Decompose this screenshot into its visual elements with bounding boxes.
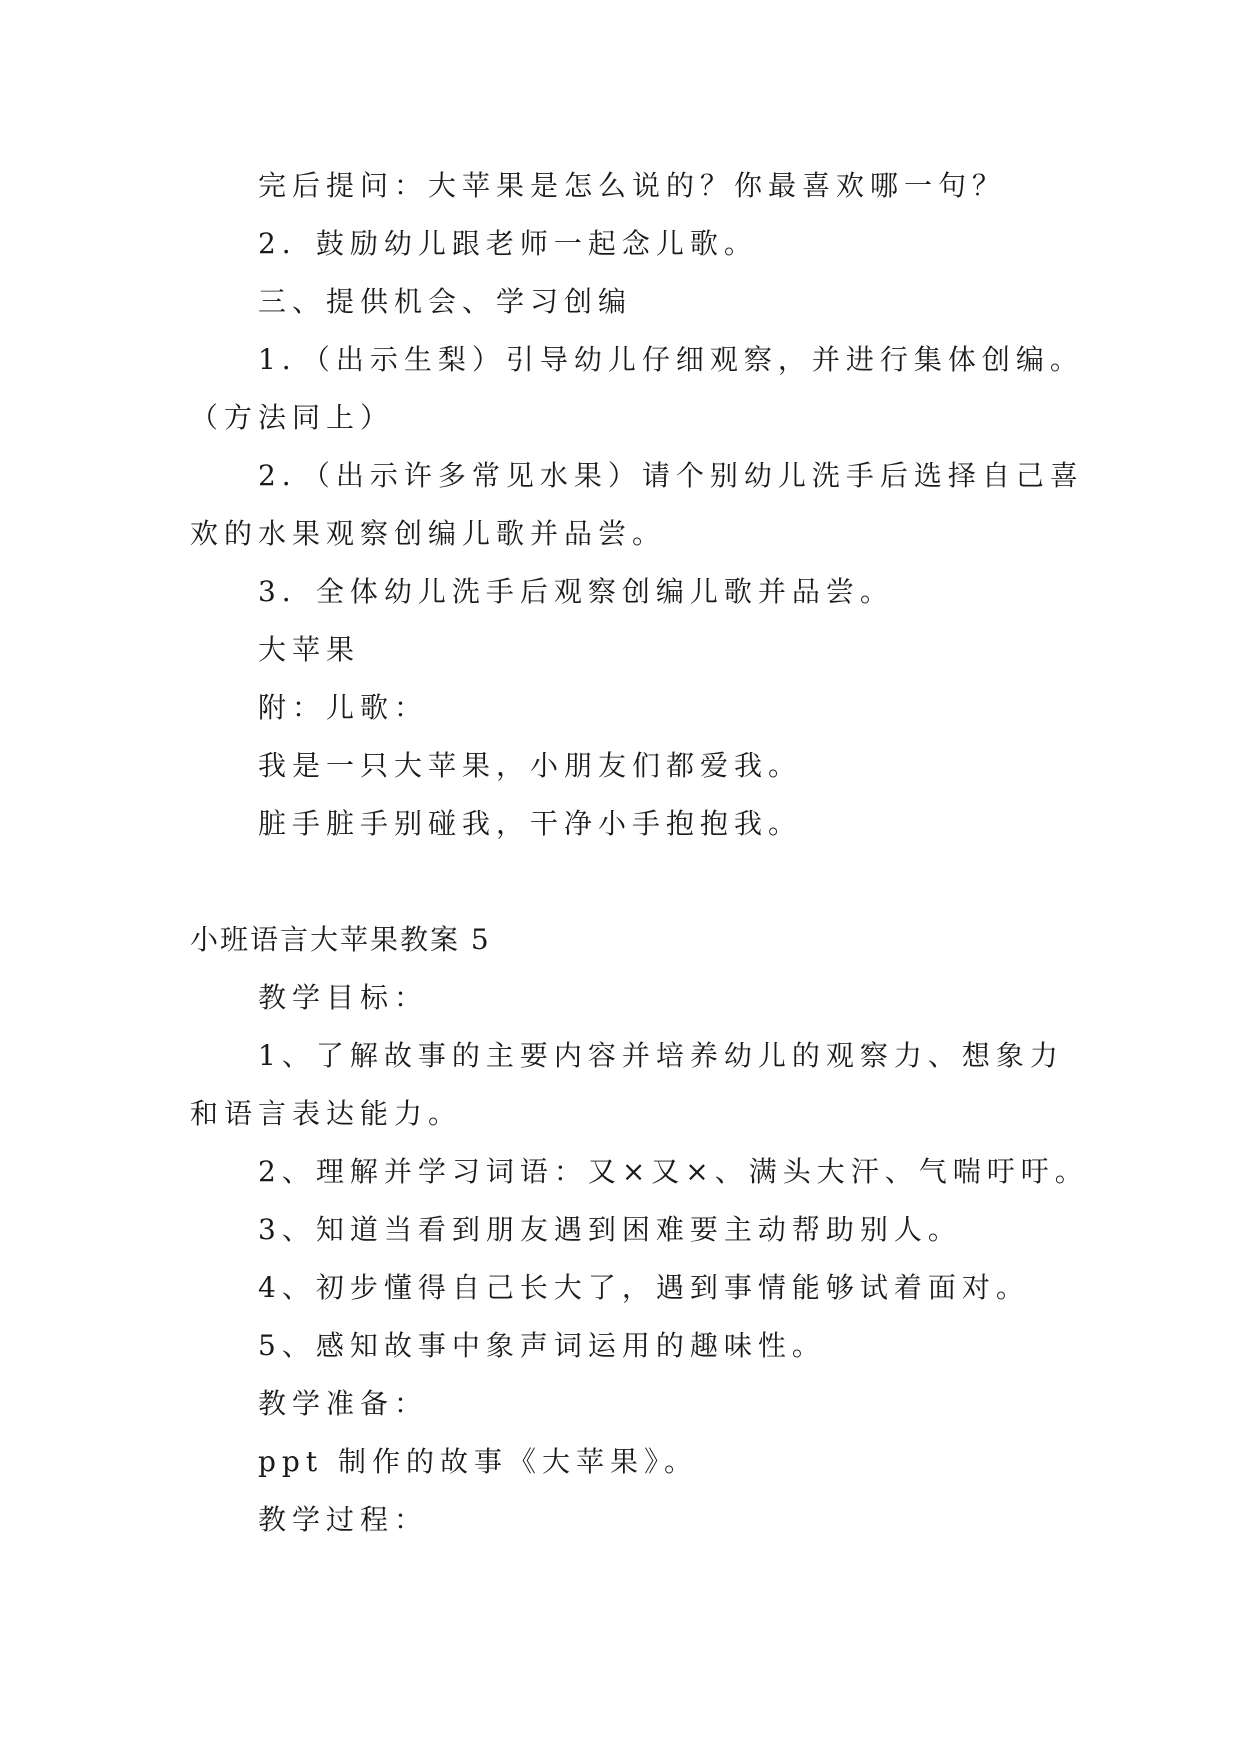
paragraph-line: （方法同上） — [190, 401, 395, 434]
paragraph-line: 3、知道当看到朋友遇到困难要主动帮助别人。 — [258, 1213, 962, 1246]
paragraph-line: 教学过程： — [258, 1503, 429, 1536]
paragraph-line: 2．（出示许多常见水果）请个别幼儿洗手后选择自己喜 — [258, 459, 1084, 492]
paragraph-line: 欢的水果观察创编儿歌并品尝。 — [190, 517, 667, 550]
paragraph-line: 1、了解故事的主要内容并培养幼儿的观察力、想象力 — [258, 1039, 1064, 1072]
paragraph-line: 1．（出示生梨）引导幼儿仔细观察，并进行集体创编。 — [258, 343, 1084, 376]
paragraph-line: 大苹果 — [258, 633, 361, 666]
paragraph-line: 三、提供机会、学习创编 — [258, 285, 633, 318]
paragraph-line: 教学准备： — [258, 1387, 429, 1420]
paragraph-line: 5、感知故事中象声词运用的趣味性。 — [258, 1329, 826, 1362]
paragraph-line: 教学目标： — [258, 981, 429, 1014]
paragraph-line: 和语言表达能力。 — [190, 1097, 463, 1130]
paragraph-line: 3．全体幼儿洗手后观察创编儿歌并品尝。 — [258, 575, 894, 608]
paragraph-line: 4、初步懂得自己长大了，遇到事情能够试着面对。 — [258, 1271, 1030, 1304]
paragraph-line: 2、理解并学习词语：又×又×、满头大汗、气喘吁吁。 — [258, 1155, 1089, 1188]
paragraph-line: ppt 制作的故事《大苹果》。 — [258, 1445, 699, 1478]
poem-line: 我是一只大苹果，小朋友们都爱我。 — [258, 749, 803, 782]
paragraph-line: 附：儿歌： — [258, 691, 429, 724]
poem-line: 脏手脏手别碰我，干净小手抱抱我。 — [258, 807, 803, 840]
paragraph-line: 2．鼓励幼儿跟老师一起念儿歌。 — [258, 227, 758, 260]
paragraph-line: 完后提问：大苹果是怎么说的？你最喜欢哪一句？ — [258, 169, 1007, 202]
section-title: 小班语言大苹果教案 5 — [190, 923, 491, 956]
